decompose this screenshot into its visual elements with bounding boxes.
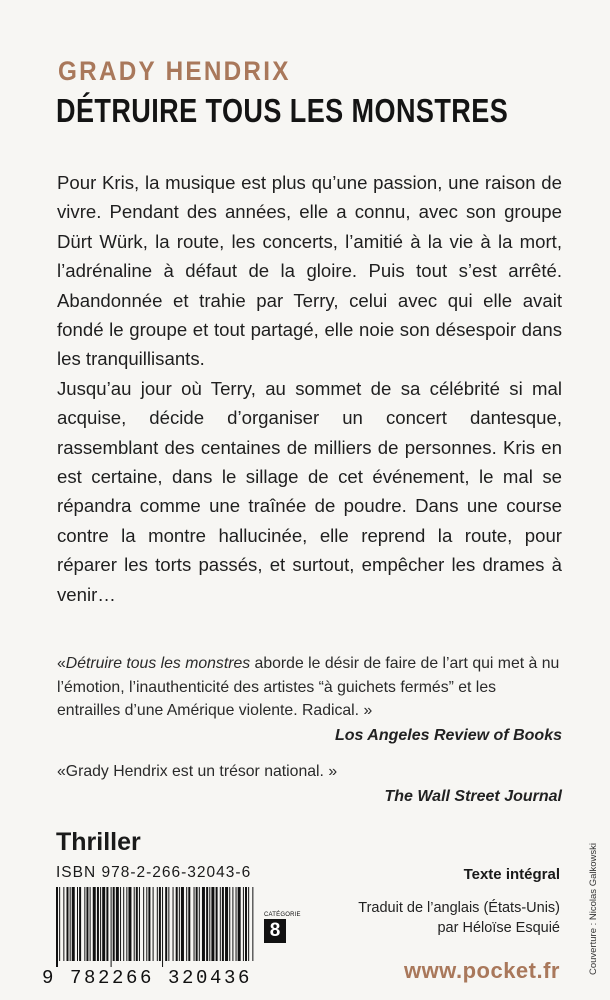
barcode-bar [120, 887, 121, 961]
press-quote-2-source: The Wall Street Journal [384, 787, 562, 805]
synopsis-paragraph-1: Pour Kris, la musique est plus qu’une passion, une raison de vivre. Pendant des années, elle a connu, avec son groupe Dürt Würk, la route, les concerts, l’amitié à la vie à la mort, l’adrénaline à défaut de la gloire. Puis tout s’est arrêté. Abandonnée et trahie par Terry, celui avec qui elle avait fondé le groupe et tout partagé, elle noie son désespoir dans les tranquillisants. [57, 172, 562, 370]
barcode-bar [86, 887, 88, 961]
barcode-bar [102, 887, 105, 961]
barcode-bar [165, 887, 167, 961]
press-quote-1-source: Los Angeles Review of Books [334, 726, 562, 744]
barcode-bar [206, 887, 208, 961]
barcode-bar [222, 887, 224, 961]
barcode-bar [211, 887, 214, 961]
barcode-bar [113, 887, 115, 961]
barcode-bar [179, 887, 180, 961]
synopsis [57, 168, 562, 609]
barcode-bar [70, 887, 71, 961]
press-quote-2 [57, 760, 562, 808]
barcode-bar [248, 887, 249, 961]
category-label: CATÉGORIE [264, 912, 301, 918]
barcode-bar [199, 887, 200, 961]
barcode-bar [243, 887, 244, 961]
integral-text-label: Texte intégral [463, 866, 560, 883]
barcode-bar [100, 887, 101, 961]
barcode-bar [216, 887, 218, 961]
barcode-bar [168, 887, 169, 961]
barcode-bar [116, 887, 119, 961]
barcode-bar [77, 887, 78, 961]
barcode-bar [229, 887, 230, 961]
barcode-bar [111, 887, 112, 967]
book-title: DÉTRUIRE TOUS LES MONSTRES [56, 92, 509, 129]
barcode [56, 887, 254, 967]
barcode-bar [126, 887, 127, 961]
quote-body: aborde le désir de faire de l’art qui met à nu l’émotion, l’inauthenticité des artistes “à guichets fermés” et les entrailles d’une Amérique violente. Radical. » [57, 655, 560, 719]
barcode-bar [128, 887, 131, 961]
barcode-bar [225, 887, 228, 961]
translation-line-2: par Héloïse Esquié [437, 920, 560, 936]
quote-book-title: Détruire tous les monstres [65, 655, 251, 672]
barcode-bar [245, 887, 247, 961]
barcode-bar [148, 887, 150, 961]
cover-credit: Couverture : Nicolas Galkowski [588, 843, 599, 975]
barcode-bar [173, 887, 174, 961]
press-quote-2-text: «Grady Hendrix est un trésor national. » [57, 763, 338, 780]
barcode-bar [106, 887, 108, 961]
barcode-bar [196, 887, 198, 961]
translation-line-1: Traduit de l’anglais (États-Unis) [358, 900, 560, 916]
barcode-bar [79, 887, 81, 961]
barcode-bar [146, 887, 147, 961]
barcode-bar [153, 887, 154, 961]
press-quote-1-text [57, 652, 562, 723]
category-badge [264, 912, 301, 943]
barcode-bar [238, 887, 241, 961]
barcode-bar [123, 887, 124, 961]
press-quote-1 [57, 652, 562, 747]
synopsis-paragraph-2: Jusqu’au jour où Terry, au sommet de sa célébrité si mal acquise, décide d’organiser un concert dantesque, rassemblant des centaines de milliers de personnes. Kris en est certaine, dans le sillage de cet événement, le mal se répandra comme une traînée de poudre. Dans une course contre la montre hallucinée, elle reprend la route, pour réparer les torts passés, et surtout, empêcher les drames à venir… [57, 377, 562, 605]
barcode-bar [67, 887, 69, 961]
barcode-bar [232, 887, 233, 961]
publisher-website[interactable]: www.pocket.fr [403, 958, 560, 983]
barcode-bar [97, 887, 99, 961]
barcode-bar [236, 887, 237, 961]
barcode-bar [159, 887, 161, 961]
barcode-bar [157, 887, 158, 961]
isbn: ISBN 978-2-266-32043-6 [56, 864, 252, 881]
barcode-bar [194, 887, 195, 961]
barcode-bar [162, 887, 163, 967]
barcode-bar [136, 887, 138, 961]
barcode-bar [186, 887, 187, 961]
author-name: GRADY HENDRIX [58, 56, 291, 86]
barcode-bar [72, 887, 75, 961]
barcode-bar [202, 887, 205, 961]
category-number: 8 [264, 919, 286, 943]
barcode-bar [84, 887, 85, 961]
barcode-bar [252, 887, 253, 961]
barcode-bar [63, 887, 64, 961]
quote-open-mark: « [57, 655, 66, 672]
barcode-bar [176, 887, 178, 961]
translation-credit [300, 898, 560, 938]
genre-label: Thriller [56, 828, 141, 856]
barcode-bar [90, 887, 91, 961]
barcode-bar [209, 887, 210, 961]
barcode-bar [181, 887, 184, 961]
barcode-bar [139, 887, 140, 961]
barcode-number: 9 782266 320436 [42, 967, 253, 989]
barcode-bar [59, 887, 60, 961]
barcode-bar [134, 887, 135, 961]
barcode-bar [220, 887, 221, 961]
barcode-bar [56, 887, 58, 967]
barcode-bar [188, 887, 190, 961]
barcode-bar [93, 887, 96, 961]
barcode-bar [143, 887, 144, 961]
